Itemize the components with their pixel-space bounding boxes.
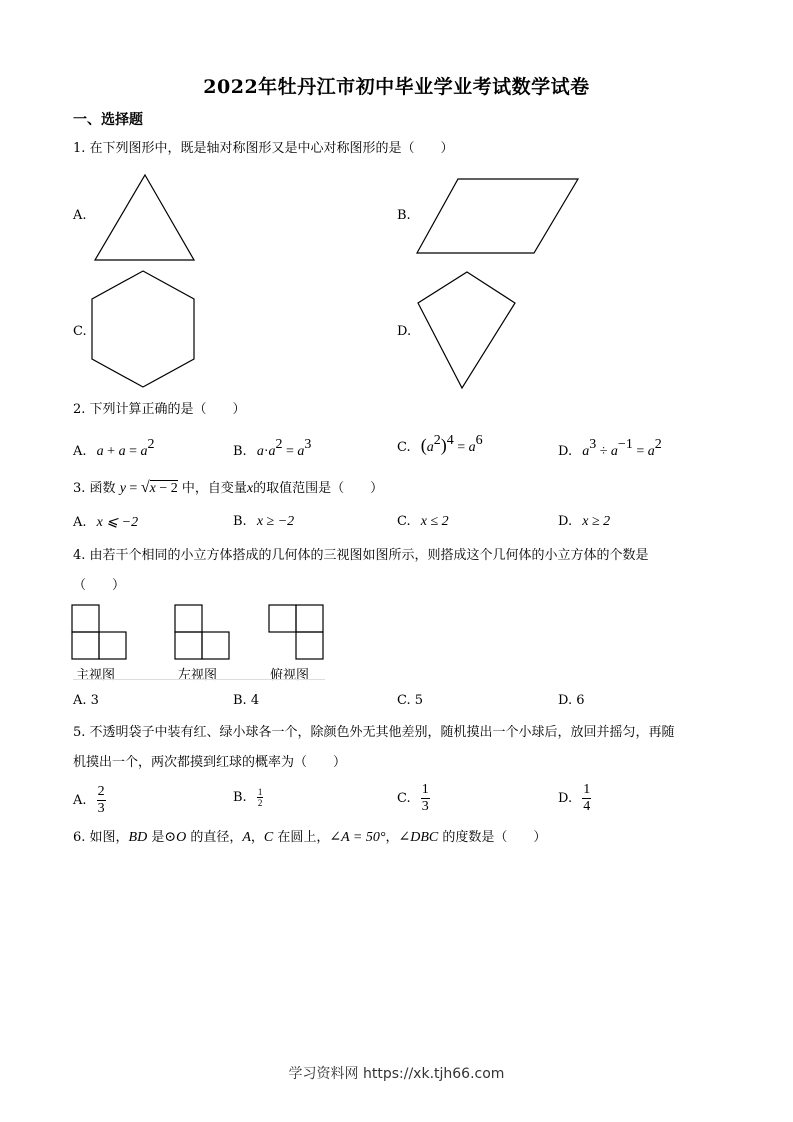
q4-option-a: A. 3: [73, 693, 99, 708]
q1-triangle-figure: [90, 170, 200, 265]
q3-option-b-expr: x ≥ −2: [256, 514, 295, 529]
q4-left-view-label: 左视图: [178, 668, 218, 683]
q6-stem-is: 是: [147, 830, 165, 845]
q4-left-view-figure: [173, 603, 233, 661]
q1-hexagon-figure: [88, 268, 198, 392]
q3-option-d-label: D.: [558, 514, 573, 529]
q6-segment-bd: BD: [128, 830, 148, 845]
q2-option-d-label: D.: [558, 444, 573, 459]
q3-stem-post: 中，自变量: [181, 481, 247, 496]
q5-option-c-label: C.: [397, 791, 411, 806]
q1-parallelogram-figure: [414, 175, 584, 257]
q3-option-c-expr: x ≤ 2: [420, 514, 449, 529]
q1-option-c-label: C.: [73, 324, 87, 339]
q3-option-c: [397, 514, 449, 530]
q6-angle-dbc: ∠DBC: [398, 830, 439, 845]
q5-option-a-label: A.: [73, 793, 87, 808]
q3-option-a-expr: x ⩽ −2: [96, 515, 139, 530]
q5-option-b-fraction: $\frac{1}{2}$: [257, 787, 263, 808]
footer-watermark: 学习资料网 https://xk.tjh66.com: [288, 1066, 505, 1082]
q4-stem: 4. 由若干个相同的小立方体搭成的几何体的三视图如图所示，则搭成这个几何体的小立方体的个数是: [73, 548, 649, 563]
q4-option-b: B. 4: [233, 693, 260, 708]
q3-option-c-label: C.: [397, 514, 411, 529]
section-heading: 一、选择题: [73, 112, 143, 128]
q4-top-view-label: 俯视图: [270, 668, 310, 683]
q5-option-d-fraction: $\frac{1}{4}$: [583, 782, 591, 814]
q1-option-a-label: A.: [73, 208, 87, 223]
q1-option-d-label: D.: [397, 324, 412, 339]
q2-option-a: A. $a + a = a^2$: [73, 437, 155, 459]
q4-option-d: D. 6: [558, 693, 585, 708]
q6-stem-on: 在圆上，: [273, 830, 330, 845]
q6-stem-diam: 的直径，: [186, 830, 243, 845]
q5-stem: 5. 不透明袋子中装有红、绿小球各一个，除颜色外无其他差别，随机摸出一个小球后，放回并摇匀，再随: [73, 725, 675, 740]
q5-option-b-label: B.: [233, 790, 247, 805]
q6-point-a: A: [242, 830, 251, 845]
q3-option-b-label: B.: [233, 514, 247, 529]
q1-kite-figure: [414, 268, 520, 393]
q2-option-d: D. $a^3 \div a^{-1} = a^2$: [558, 437, 662, 459]
q6-stem: [73, 828, 546, 848]
q2-option-c-label: C.: [397, 440, 411, 455]
q3-option-a-label: A.: [73, 515, 87, 530]
q1-stem: 1. 在下列图形中，既是轴对称图形又是中心对称图形的是（ ）: [73, 141, 454, 156]
q3-option-d-expr: x ≥ 2: [582, 514, 611, 529]
q2-stem: 2. 下列计算正确的是（ ）: [73, 402, 246, 417]
q2-option-c: C. $(a^2)^4 = a^6$: [397, 433, 483, 455]
q2-option-b: B. $a\cdot a^2 = a^3$: [233, 437, 312, 459]
q5-option-d: [558, 782, 591, 815]
q6-point-c: C: [263, 830, 274, 845]
q3-stem: 3. 函数 y = √x − 2 中，自变量x的取值范围是（ ）: [73, 479, 384, 496]
q6-angle-a: ∠A = 50°: [329, 830, 386, 845]
q6-circle-o: ⊙O: [164, 830, 187, 845]
q5-option-c-fraction: $\frac{1}{3}$: [421, 782, 429, 814]
q5-option-a: [73, 784, 106, 817]
q6-stem-end: 的度数是（ ）: [438, 830, 547, 845]
q4-option-c: C. 5: [397, 693, 424, 708]
q5-option-a-fraction: $\frac{2}{3}$: [97, 784, 105, 816]
q4-views-baseline: [73, 679, 325, 680]
q3-option-b: [233, 514, 294, 530]
q4-front-view-label: 主视图: [76, 668, 116, 683]
q5-option-d-label: D.: [558, 791, 573, 806]
q6-comma2: ，: [385, 830, 399, 845]
q3-option-d: [558, 514, 610, 530]
q3-stem-pre: 3. 函数: [73, 481, 116, 496]
q5-option-c: [397, 782, 430, 815]
q5-option-b: [233, 787, 263, 808]
q6-comma: ，: [250, 830, 264, 845]
q4-top-view-figure: [267, 603, 327, 661]
q2-option-a-label: A.: [73, 444, 87, 459]
q3-option-a: [73, 514, 138, 531]
q1-option-b-label: B.: [397, 208, 411, 223]
q4-front-view-figure: [70, 603, 130, 661]
q6-stem-num: 6. 如图，: [73, 830, 129, 845]
paper-title: 2022年牡丹江市初中毕业学业考试数学试卷: [203, 76, 590, 98]
q2-option-b-label: B.: [233, 444, 247, 459]
q3-stem-end: 的取值范围是（ ）: [253, 481, 384, 496]
q5-stem-cont: 机摸出一个，两次都摸到红球的概率为（ ）: [73, 755, 347, 770]
q4-stem-cont: （ ）: [73, 578, 126, 593]
